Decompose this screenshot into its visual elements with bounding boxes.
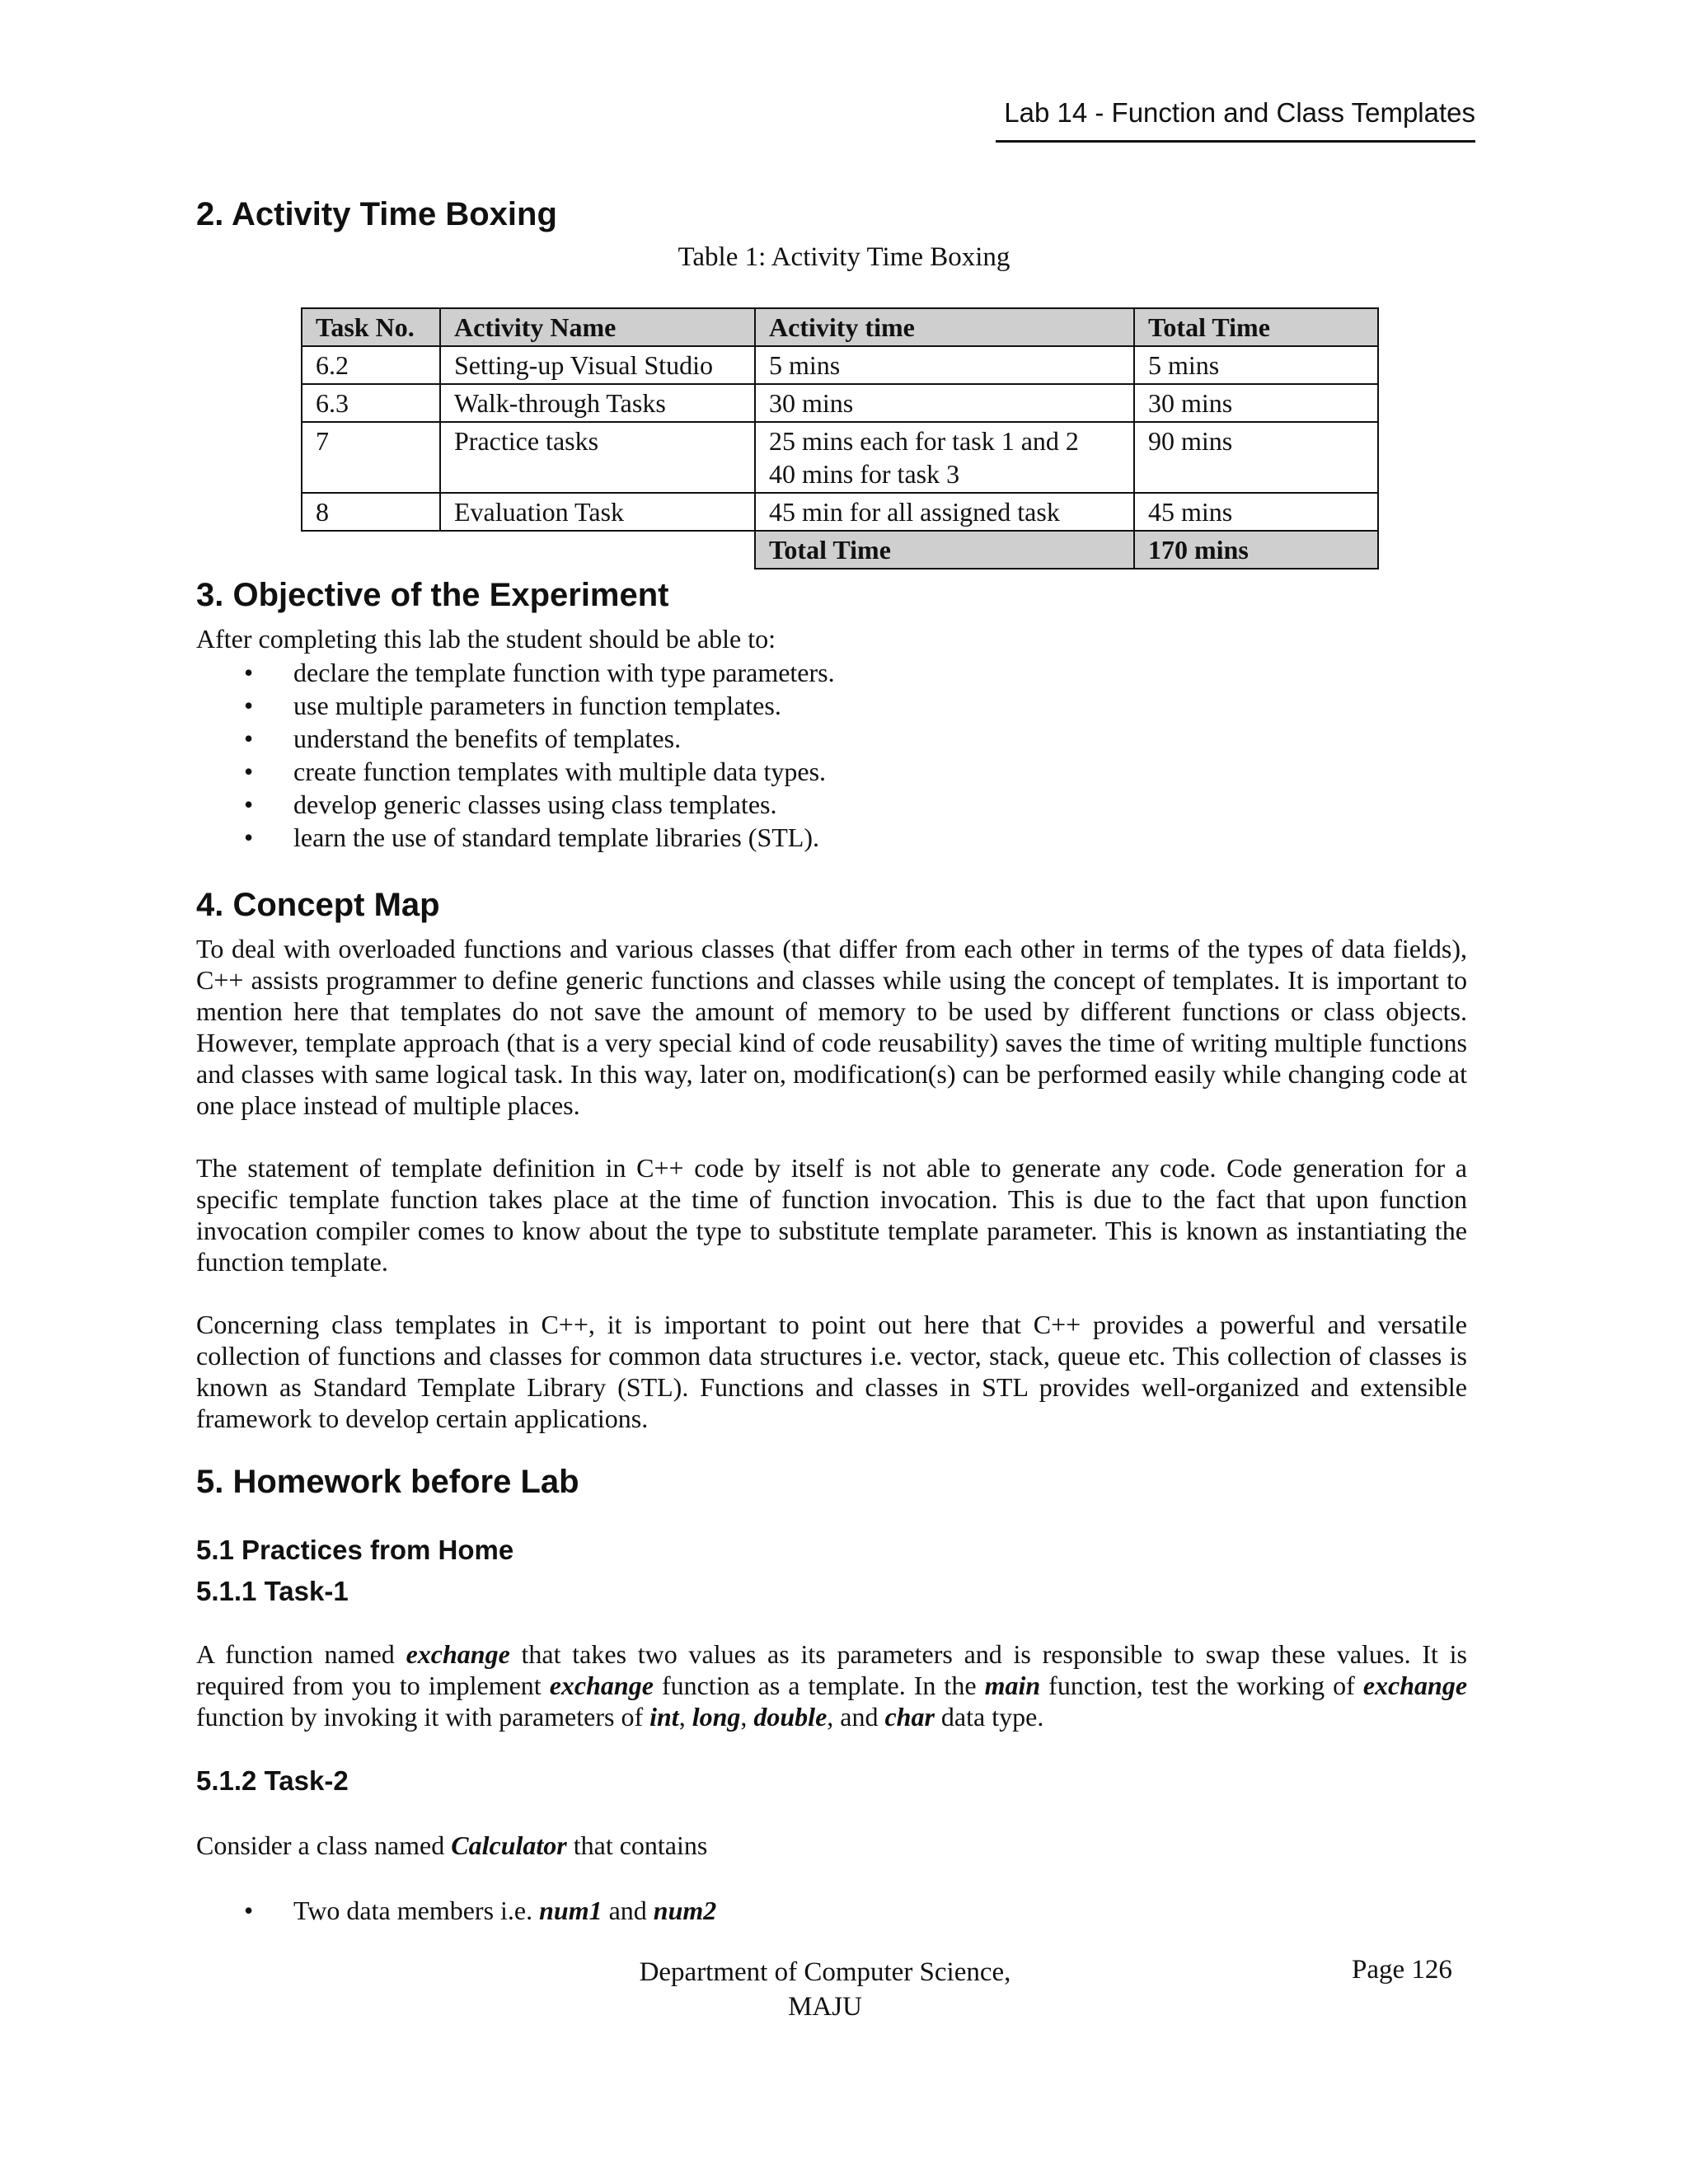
- cell-activity-time: 45 min for all assigned task: [755, 493, 1134, 531]
- bullet-icon: •: [244, 790, 254, 819]
- term-num2: num2: [653, 1896, 717, 1925]
- term-calculator: Calculator: [451, 1830, 567, 1860]
- cell-task-no: 8: [302, 493, 440, 531]
- task-1-description: A function named exchange that takes two values as its parameters and is responsible to swap these values. It is required from you to implement exchange function as a template. In the main function, test the working of exchange function by invoking it with parameters of int, long, double, and char data type.: [196, 1639, 1468, 1732]
- bullet-icon: •: [244, 823, 254, 852]
- term-char: char: [884, 1702, 935, 1732]
- list-item-text: develop generic classes using class templates.: [293, 790, 777, 819]
- cell-activity-name: Practice tasks: [440, 422, 755, 493]
- term-exchange: exchange: [406, 1639, 510, 1669]
- cell-activity-name: Evaluation Task: [440, 493, 755, 531]
- header-activity-name: Activity Name: [440, 308, 755, 346]
- task-2-heading: 5.1.2 Task-2: [196, 1765, 349, 1796]
- concept-paragraph-2: The statement of template definition in C++ code by itself is not able to generate any code. Code generation for a specific template function takes place at the time of function invocation. This is due to the fact that upon function invocation compiler comes to know about the type to substitute template parameter. This is known as instantiating the function template.: [196, 1153, 1467, 1277]
- task-1-heading: 5.1.1 Task-1: [196, 1576, 349, 1606]
- header-task-no: Task No.: [302, 308, 440, 346]
- term-double: double: [753, 1702, 828, 1732]
- subsection-5-1-heading: 5.1 Practices from Home: [196, 1535, 514, 1565]
- concept-paragraph-3: Concerning class templates in C++, it is important to point out here that C++ provides a powerful and versatile collection of functions and classes for common data structures i.e. vector, stack, queue etc. This collection of classes is known as Standard Template Library (STL). Functions and classes in STL provides well-organized and extensible framework to develop certain applications.: [196, 1310, 1467, 1433]
- blank-cell: [302, 531, 440, 569]
- list-item-text: understand the benefits of templates.: [293, 724, 682, 753]
- term-exchange: exchange: [1362, 1671, 1468, 1700]
- term-int: int: [649, 1702, 679, 1732]
- section-5-heading: 5. Homework before Lab: [196, 1464, 579, 1500]
- list-item: [196, 722, 835, 755]
- table-header-row: [302, 308, 1378, 346]
- section-3-heading: 3. Objective of the Experiment: [196, 577, 669, 613]
- total-label: Total Time: [755, 531, 1134, 569]
- section-4-heading: 4. Concept Map: [196, 887, 440, 923]
- cell-total-time: 5 mins: [1134, 346, 1378, 384]
- activity-time-line-1: 25 mins each for task 1 and 2: [769, 426, 1079, 456]
- term-exchange: exchange: [549, 1671, 654, 1700]
- cell-activity-time: 30 mins: [755, 384, 1134, 422]
- bullet-icon: •: [244, 724, 254, 753]
- table-row: [302, 493, 1378, 531]
- list-item-text: learn the use of standard template libraries (STL).: [293, 823, 819, 852]
- cell-activity-name: Setting-up Visual Studio: [440, 346, 755, 384]
- list-item-text: declare the template function with type parameters.: [293, 658, 835, 687]
- cell-total-time: 90 mins: [1134, 422, 1378, 493]
- table-caption: Table 1: Activity Time Boxing: [678, 242, 1010, 272]
- cell-task-no: 6.2: [302, 346, 440, 384]
- cell-activity-name: Walk-through Tasks: [440, 384, 755, 422]
- table-row: [302, 346, 1378, 384]
- list-item: • Two data members i.e. num1 and num2: [244, 1896, 717, 1925]
- list-item: [196, 689, 835, 722]
- term-main: main: [984, 1671, 1041, 1700]
- list-item: [196, 755, 835, 788]
- list-item: [196, 821, 835, 854]
- running-header: Lab 14 - Function and Class Templates: [996, 97, 1475, 143]
- table-total-row: [302, 531, 1378, 569]
- cell-activity-time: 5 mins: [755, 346, 1134, 384]
- page-number: Page 126: [1352, 1955, 1452, 1985]
- footer-dept-line-1: Department of Computer Science,: [639, 1957, 1011, 1987]
- task-2-list: [196, 1894, 716, 1927]
- table-row: [302, 422, 1378, 493]
- cell-activity-time: [755, 422, 1134, 493]
- cell-task-no: 6.3: [302, 384, 440, 422]
- list-item-text: create function templates with multiple data types.: [293, 757, 827, 786]
- bullet-icon: •: [244, 1896, 254, 1925]
- objective-list: [196, 656, 835, 854]
- cell-total-time: 45 mins: [1134, 493, 1378, 531]
- bullet-icon: •: [244, 757, 254, 786]
- total-value: 170 mins: [1134, 531, 1378, 569]
- list-item: [196, 788, 835, 821]
- term-num1: num1: [539, 1896, 603, 1925]
- section-2-heading: 2. Activity Time Boxing: [196, 196, 557, 232]
- list-item-text: use multiple parameters in function templates.: [293, 691, 781, 720]
- objective-intro: After completing this lab the student should be able to:: [196, 624, 776, 654]
- table-row: [302, 384, 1378, 422]
- footer-dept-line-2: MAJU: [788, 1992, 862, 2022]
- header-total-time: Total Time: [1134, 308, 1378, 346]
- activity-time-table: [301, 307, 1379, 569]
- bullet-icon: •: [244, 658, 254, 687]
- term-long: long: [692, 1702, 741, 1732]
- bullet-icon: •: [244, 691, 254, 720]
- task-2-description: Consider a class named Calculator that contains: [196, 1830, 708, 1860]
- cell-total-time: 30 mins: [1134, 384, 1378, 422]
- concept-paragraph-1: To deal with overloaded functions and various classes (that differ from each other in terms of the types of data fields), C++ assists programmer to define generic functions and classes while using the concept of templates. It is important to mention here that templates do not save the amount of memory to be used by different functions or class objects. However, template approach (that is a very special kind of code reusability) saves the time of writing multiple functions and classes with same logical task. In this way, later on, modification(s) can be performed easily while changing code at one place instead of multiple places.: [196, 934, 1467, 1120]
- header-activity-time: Activity time: [755, 308, 1134, 346]
- activity-time-line-2: 40 mins for task 3: [769, 459, 960, 489]
- cell-task-no: 7: [302, 422, 440, 493]
- list-item: [196, 656, 835, 689]
- blank-cell: [440, 531, 755, 569]
